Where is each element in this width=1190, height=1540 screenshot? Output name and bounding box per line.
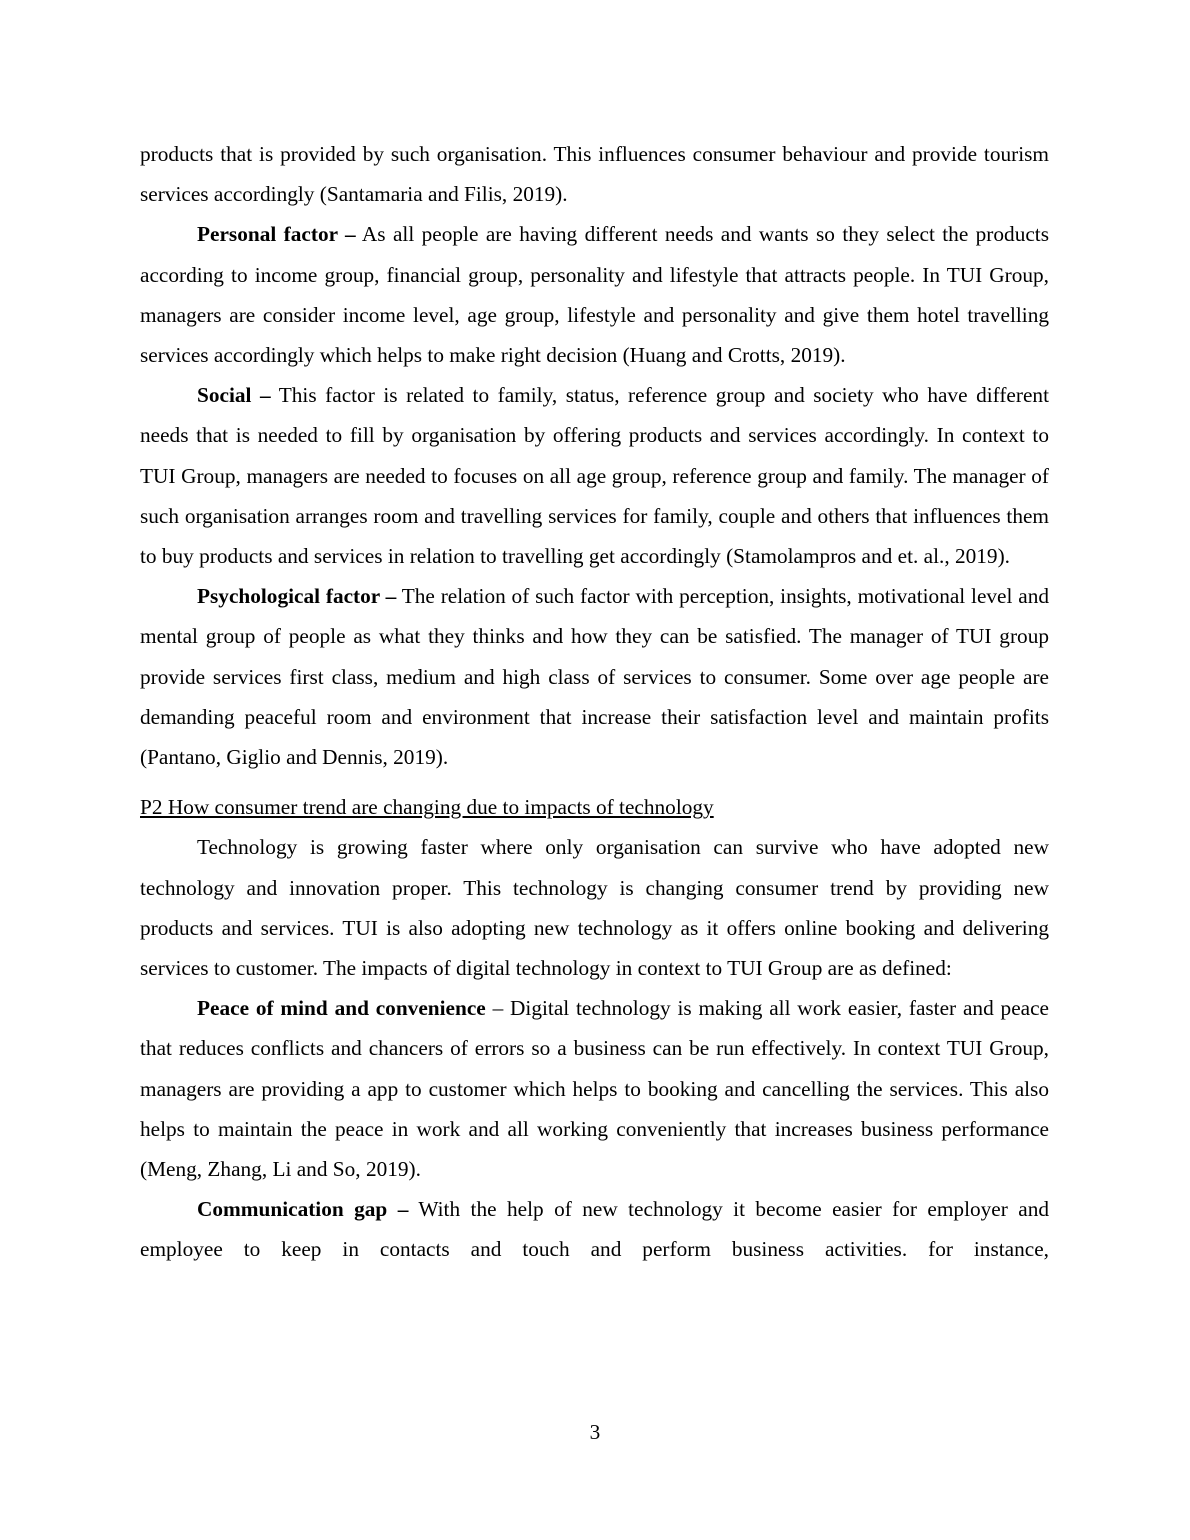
text-social: This factor is related to family, status, reference group and society who have different needs that is needed to fill by organisation by offering products and services accordingly. In context to TUI Group, managers are needed to focuses on all age group, reference group and family. The manager of such organisation arranges room and travelling services for family, couple and others that influences them to buy products and services in relation to travelling get accordingly (Stamolampros and et. al., 2019). <box>140 383 1049 569</box>
term-psychological-factor: Psychological factor – <box>197 584 397 609</box>
paragraph-personal-factor <box>140 214 1049 375</box>
paragraph-communication-gap <box>140 1189 1049 1269</box>
paragraph-psychological-factor <box>140 576 1049 777</box>
term-personal-factor: Personal factor – <box>197 222 356 247</box>
text-communication-gap: With the help of new technology it become easier for employer and employee to keep in contacts and touch and perform business activities. for instance, <box>140 1197 1049 1262</box>
section-heading-p2: P2 How consumer trend are changing due to impacts of technology <box>140 795 714 820</box>
page-number: 3 <box>589 1420 601 1444</box>
text-psychological-factor: The relation of such factor with perception, insights, motivational level and mental group of people as what they thinks and how they can be satisfied. The manager of TUI group provide services first class, medium and high class of services to consumer. Some over age people are demanding peaceful room and environment that increase their satisfaction level and maintain profits (Pantano, Giglio and Dennis, 2019). <box>140 584 1049 770</box>
text-peace-of-mind: – Digital technology is making all work easier, faster and peace that reduces conflicts and chancers of errors so a business can be run effectively. In context TUI Group, managers are providing a app to customer which helps to booking and cancelling the services. This also helps to maintain the peace in work and all working conveniently that increases business performance (Meng, Zhang, Li and So, 2019). <box>140 996 1050 1182</box>
text-personal-factor: As all people are having different needs and wants so they select the products according to income group, financial group, personality and lifestyle that attracts people. In TUI Group, managers are consider income level, age group, lifestyle and personality and give them hotel travelling services accordingly which helps to make right decision (Huang and Crotts, 2019). <box>140 222 1050 368</box>
term-communication-gap: Communication gap – <box>197 1197 409 1222</box>
paragraph-continuation: products that is provided by such organisation. This influences consumer behaviour and provide tourism services accordingly (Santamaria and Filis, 2019). <box>140 142 1049 207</box>
term-peace-of-mind: Peace of mind and convenience <box>197 996 486 1021</box>
paragraph-social <box>140 375 1049 576</box>
term-social: Social – <box>197 383 271 408</box>
document-body <box>140 134 1049 1270</box>
paragraph-technology-intro: Technology is growing faster where only organisation can survive who have adopted new technology and innovation proper. This technology is changing consumer trend by providing new products and services. TUI is also adopting new technology as it offers online booking and delivering services to customer. The impacts of digital technology in context to TUI Group are as defined: <box>140 835 1049 981</box>
paragraph-peace-of-mind <box>140 988 1049 1189</box>
